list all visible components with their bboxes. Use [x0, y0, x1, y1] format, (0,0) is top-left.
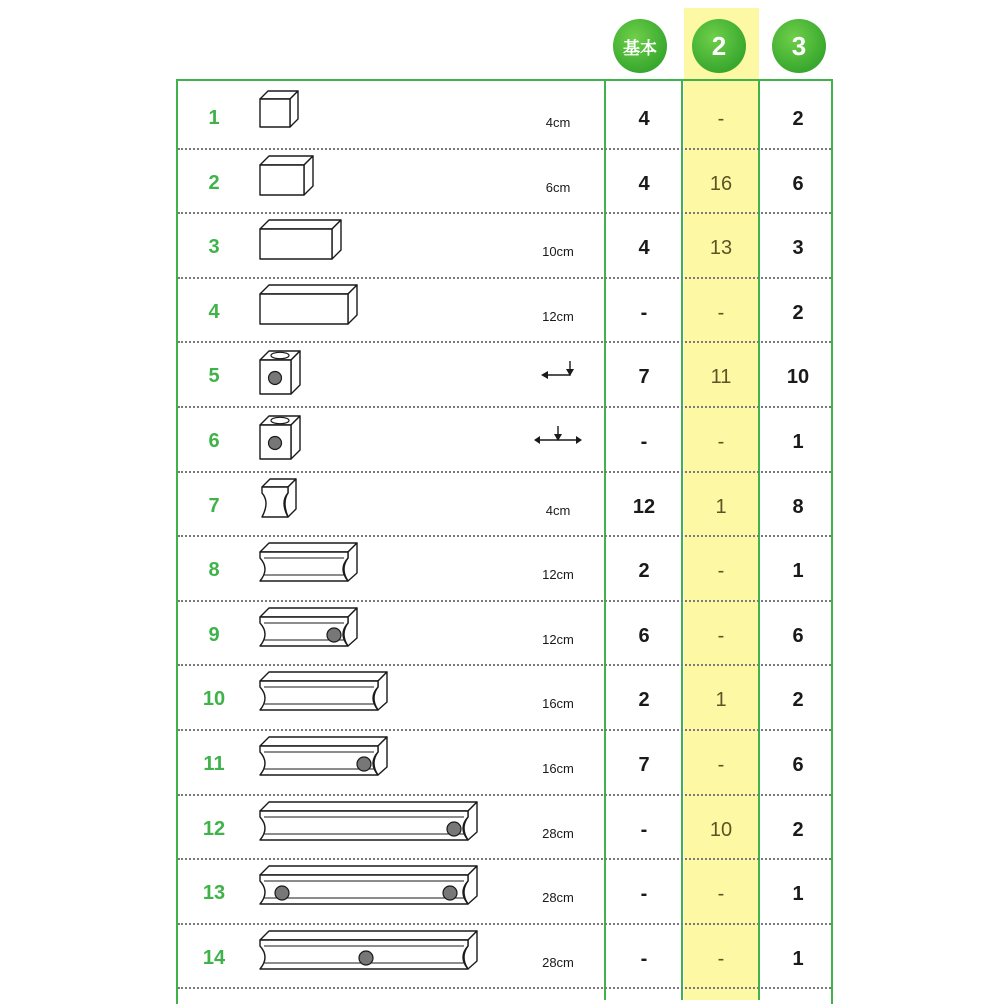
part-number: 14 — [202, 946, 226, 969]
table-row — [178, 214, 831, 278]
table-row — [178, 731, 831, 795]
set2-count: - — [717, 431, 725, 453]
part-number: 4 — [208, 300, 220, 323]
block-6cm-icon — [258, 154, 315, 202]
table-row — [178, 473, 831, 537]
set2-count: 1 — [715, 689, 727, 712]
part-size: 28cm — [542, 825, 574, 841]
hole-cube-icon — [258, 347, 304, 404]
channel-16cm-icon — [258, 670, 391, 726]
part-number: 10 — [202, 688, 226, 711]
set3-count: 8 — [792, 495, 804, 518]
channel-short-icon — [258, 477, 304, 528]
channel-28cm-hole-end-icon — [258, 800, 481, 856]
set3-count: 1 — [792, 947, 804, 970]
basic-count: 4 — [638, 108, 650, 130]
set2-count: - — [717, 301, 725, 324]
set3-count: 2 — [792, 108, 804, 130]
basic-count: 2 — [638, 689, 650, 712]
part-size: 10cm — [542, 244, 574, 260]
set3-count: 6 — [792, 172, 804, 195]
basic-count: 4 — [638, 172, 650, 195]
row-divider — [178, 987, 831, 989]
set2-count: - — [717, 108, 725, 130]
set2-count: 1 — [715, 495, 727, 518]
table-row — [178, 150, 831, 214]
set2-count: - — [717, 883, 725, 906]
set2-count: 11 — [710, 366, 732, 389]
cube-small-icon — [258, 89, 300, 134]
set3-count: 2 — [792, 818, 804, 841]
basic-count: 6 — [638, 624, 650, 647]
part-size: 4cm — [545, 115, 571, 130]
part-number: 11 — [203, 753, 225, 775]
part-number: 7 — [208, 494, 220, 517]
channel-16cm-hole-icon — [258, 735, 391, 791]
part-size: 28cm — [542, 954, 574, 970]
header-basic-badge: 基本 — [613, 19, 667, 73]
basic-count: 7 — [638, 754, 650, 776]
table-row — [178, 343, 831, 407]
table-row — [178, 85, 831, 149]
set2-count: 16 — [709, 172, 733, 195]
header-set3-badge: 3 — [772, 19, 826, 73]
basic-count: - — [640, 301, 648, 324]
table-row — [178, 279, 831, 343]
block-10cm-icon — [258, 218, 343, 266]
basic-count: - — [640, 947, 648, 970]
part-size: 12cm — [542, 631, 574, 647]
basic-count: - — [640, 818, 648, 841]
part-number: 8 — [208, 559, 220, 582]
basic-count: - — [640, 883, 648, 906]
turn-left-arrow-icon — [518, 373, 598, 383]
set2-count: - — [717, 624, 725, 647]
channel-12cm-icon — [258, 541, 361, 597]
set2-count: - — [717, 754, 725, 776]
basic-count: 7 — [638, 366, 650, 389]
set3-count: 10 — [786, 366, 810, 389]
part-number: 9 — [208, 623, 220, 646]
basic-count: 2 — [638, 560, 650, 583]
part-size: 28cm — [542, 890, 574, 906]
set3-count: 1 — [792, 431, 804, 453]
table-row — [178, 666, 831, 730]
part-size: 16cm — [542, 696, 574, 712]
block-12cm-icon — [258, 283, 359, 331]
part-size: 12cm — [542, 567, 574, 583]
set3-count: 1 — [792, 560, 804, 583]
set3-count: 3 — [792, 237, 804, 260]
table-row — [178, 860, 831, 924]
basic-count: 4 — [638, 237, 650, 260]
part-size: 16cm — [542, 761, 574, 776]
basic-count: 12 — [632, 495, 656, 518]
table-row — [178, 796, 831, 860]
table-row — [178, 408, 831, 472]
part-size: 4cm — [545, 502, 571, 518]
part-number: 3 — [208, 236, 220, 259]
part-number: 2 — [208, 171, 220, 194]
table-row — [178, 925, 831, 989]
set3-count: 2 — [792, 301, 804, 324]
set2-count: 13 — [709, 237, 733, 260]
set2-count: 10 — [709, 818, 733, 841]
set3-count: 1 — [792, 883, 804, 906]
part-number: 13 — [202, 882, 226, 905]
channel-28cm-two-holes-icon — [258, 864, 481, 920]
part-size: 6cm — [545, 179, 571, 195]
set3-count: 2 — [792, 689, 804, 712]
set2-count: - — [717, 947, 725, 970]
part-number: 5 — [208, 365, 220, 388]
part-number: 1 — [208, 107, 220, 129]
part-number: 6 — [208, 430, 220, 452]
part-size: 12cm — [542, 308, 574, 324]
split-arrow-icon — [518, 438, 598, 448]
channel-28cm-hole-mid-icon — [258, 929, 481, 985]
set2-count: - — [717, 560, 725, 583]
part-number: 12 — [202, 817, 226, 840]
basic-count: - — [640, 431, 648, 453]
channel-12cm-hole-icon — [258, 606, 361, 662]
set3-count: 6 — [792, 754, 804, 776]
hole-cube-icon — [258, 412, 304, 469]
set3-count: 6 — [792, 624, 804, 647]
table-row — [178, 602, 831, 666]
table-row — [178, 537, 831, 601]
header-set2-badge: 2 — [692, 19, 746, 73]
